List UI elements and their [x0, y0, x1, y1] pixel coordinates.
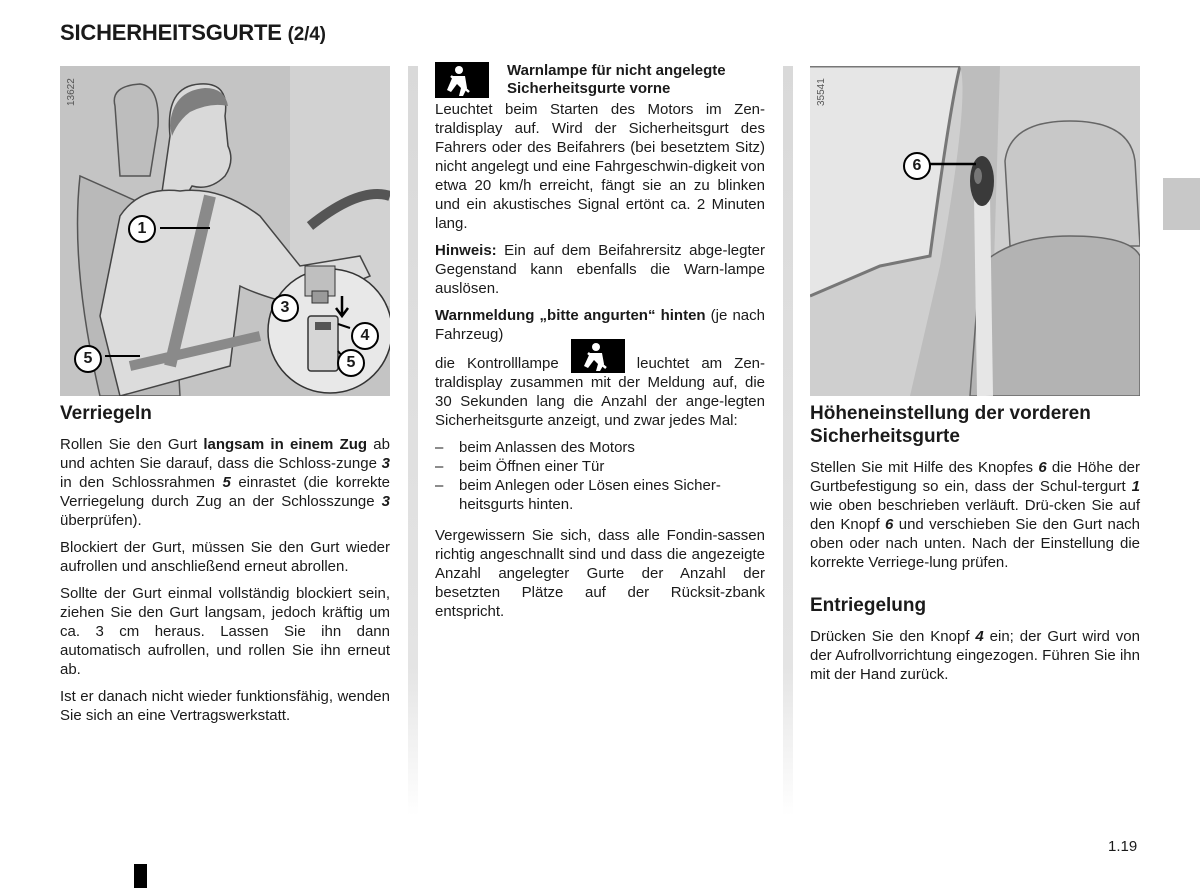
heading-entriegelung: Entriegelung	[810, 595, 927, 616]
list-item: – beim Öffnen einer Tür	[435, 457, 765, 476]
list-item: – beim Anlegen oder Lösen eines Sicher-heitsgurts hinten.	[435, 476, 765, 514]
column-left	[60, 402, 390, 733]
figure-number-right: 35541	[816, 78, 827, 106]
callout-6: 6	[903, 152, 931, 180]
paragraph-locking: Rollen Sie den Gurt langsam in einem Zug ab und achten Sie darauf, dass die Schloss-zunge 3 in den Schlossrahmen 5 einrastet (die korrekte Verriegelung durch Zug an der Schlosszunge 3 überprüfen).	[60, 436, 390, 529]
column-gutter-left	[408, 66, 418, 816]
driver-illustration	[60, 66, 390, 396]
paragraph-height-adjustment: Stellen Sie mit Hilfe des Knopfes 6 die Höhe der Gurtbefestigung so ein, dass der Schul-tergurt 1 wie oben beschrieben verläuft. Drü-cken Sie auf den Knopf 6 und verschieben Sie den Gurt nach oben oder nach unten. Nach der Einstellung die korrekte Verriege-lung prüfen.	[810, 459, 1141, 571]
title-text: SICHERHEITSGURTE	[60, 20, 282, 45]
callout-3: 3	[271, 294, 299, 322]
occasions-list	[435, 438, 765, 514]
column-middle	[435, 62, 765, 629]
rear-seatbelt-lamp-icon	[571, 339, 625, 373]
page-number: 1.19	[1108, 838, 1138, 855]
list-item: – beim Anlassen des Motors	[435, 438, 765, 457]
figure-seatbelt-driver	[60, 66, 390, 396]
note-paragraph: Hinweis: Ein auf dem Beifahrersitz abge-legter Gegenstand kann ebenfalls die Warn-lampe auslösen.	[435, 242, 765, 297]
heading-verriegeln: Verriegeln	[60, 403, 152, 424]
figure-number-left: 13622	[66, 78, 77, 106]
seatbelt-warning-icon	[435, 62, 489, 98]
paragraph-rear-passengers: Vergewissern Sie sich, dass alle Fondin-sassen richtig angeschnallt sind und dass die angezeigte Anzahl angelegter Gurte der Anzahl der besetzten Plätze auf der Rücksit-zbank entspricht.	[435, 527, 765, 621]
callout-5-belt: 5	[74, 345, 102, 373]
title-part-indicator: (2/4)	[287, 24, 326, 45]
callout-4: 4	[351, 322, 379, 350]
column-gutter-right	[783, 66, 793, 816]
paragraph-workshop: Ist er danach nicht wieder funktionsfähig, wenden Sie sich an eine Vertragswerkstatt.	[60, 688, 390, 724]
figure-belt-height-adjuster	[810, 66, 1140, 396]
paragraph-blocked: Blockiert der Gurt, müssen Sie den Gurt wieder aufrollen und anschließend erneut abrollen.	[60, 539, 390, 575]
column-right	[810, 402, 1140, 692]
section-side-tab	[1163, 178, 1200, 230]
page-title	[60, 20, 326, 46]
callout-1: 1	[128, 215, 156, 243]
warning-title: Warnlampe für nicht angelegte Sicherheitsgurte vorne	[507, 62, 726, 97]
heading-height-adjustment: Höheneinstellung der vorderen Sicherheitsgurte	[810, 403, 1091, 447]
adjuster-illustration	[810, 66, 1140, 396]
warning-description: Leuchtet beim Starten des Motors im Zen-traldisplay auf. Wird der Sicherheitsgurt des Fahrers oder des Beifahrers (bei besetztem Sitz) nicht angelegt und eine Fahrgeschwin-digkeit von etwa 20 km/h erreicht, fängt sie an zu blinken und ein akustisches Signal ertönt ca. 2 Minuten lang.	[435, 101, 765, 232]
rear-warning-heading: Warnmeldung „bitte angurten“ hinten (je nach Fahrzeug)	[435, 307, 765, 343]
paragraph-unlocking: Drücken Sie den Knopf 4 ein; der Gurt wird von der Aufrollvorrichtung eingezogen. Führen Sie ihn mit der Hand zurück.	[810, 628, 1140, 683]
paragraph-fully-blocked: Sollte der Gurt einmal vollständig blockiert sein, ziehen Sie den Gurt langsam, jedoch kräftig um ca. 3 cm heraus. Lassen Sie ihn dann automatisch aufrollen, und rollen Sie ihn erneut ab.	[60, 585, 390, 678]
lamp-paragraph: die Kontrolllampe leuchtet am Zen-traldisplay zusammen mit der Meldung auf, die 30 Sekunden lang die Anzahl der ange-legten Sicherheitsgurte anzeigt, und zwar jedes Mal:	[435, 354, 765, 430]
warning-block	[435, 62, 765, 100]
note-label: Hinweis:	[435, 242, 497, 259]
callout-5-detail: 5	[337, 349, 365, 377]
page-edge-marker	[134, 864, 147, 888]
